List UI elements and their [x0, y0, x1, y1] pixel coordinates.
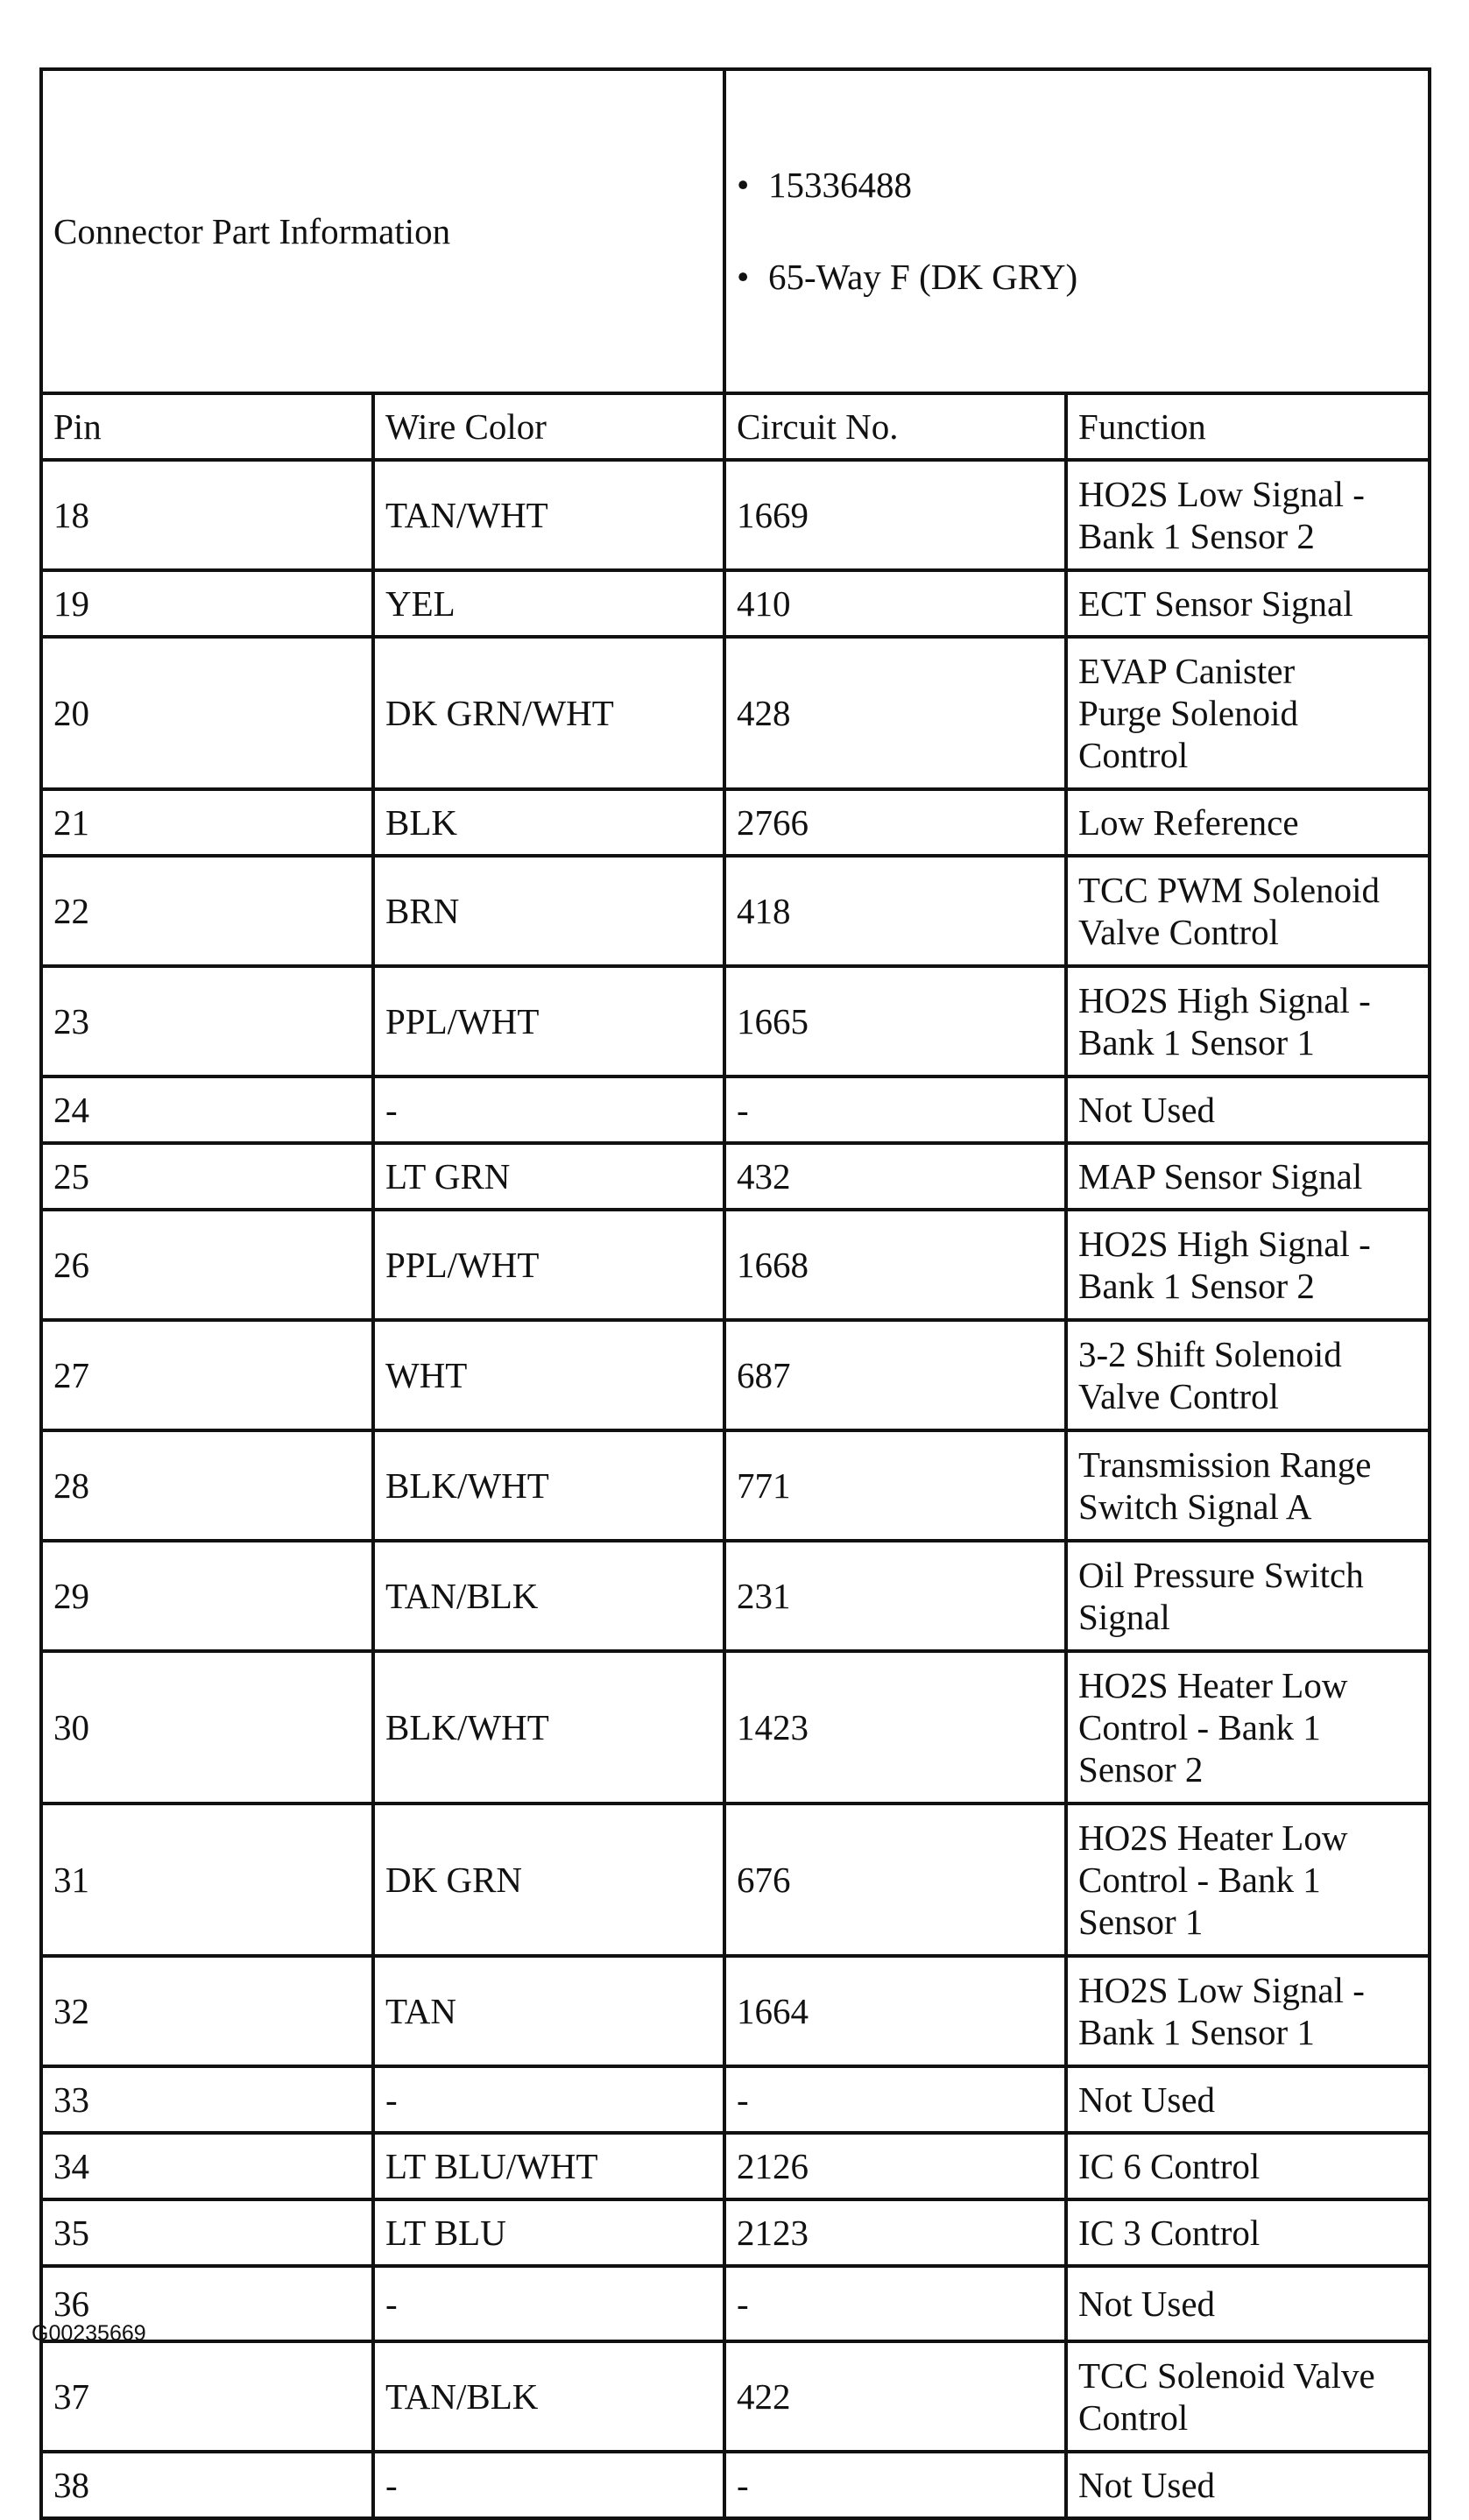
- table-row: [41, 1143, 1430, 1210]
- table-row: [41, 1076, 1430, 1143]
- table-row: [41, 460, 1430, 570]
- wire-color-cell: BLK/WHT: [373, 1430, 724, 1541]
- pin-cell: 22: [41, 856, 373, 966]
- connector-info-label: Connector Part Information: [41, 69, 724, 393]
- pin-cell: 27: [41, 1320, 373, 1430]
- circuit-cell: 1669: [724, 460, 1066, 570]
- wire-color-cell: LT GRN: [373, 1143, 724, 1210]
- circuit-cell: 231: [724, 1541, 1066, 1651]
- function-cell: HO2S Heater Low Control - Bank 1 Sensor 2: [1066, 1651, 1430, 1804]
- pin-cell: 25: [41, 1143, 373, 1210]
- column-header-row: [41, 393, 1430, 460]
- circuit-cell: -: [724, 1076, 1066, 1143]
- column-header-function: Function: [1066, 393, 1430, 460]
- table-row: [41, 966, 1430, 1076]
- function-cell: HO2S High Signal - Bank 1 Sensor 2: [1066, 1210, 1430, 1320]
- table-row: [41, 789, 1430, 856]
- connector-info-list: [737, 118, 1417, 344]
- function-cell: HO2S Heater Low Control - Bank 1 Sensor 1: [1066, 1804, 1430, 1956]
- pin-cell: 29: [41, 1541, 373, 1651]
- wire-color-cell: TAN/BLK: [373, 2341, 724, 2452]
- pin-cell: 35: [41, 2199, 373, 2266]
- table-row: [41, 2341, 1430, 2452]
- function-cell: HO2S High Signal - Bank 1 Sensor 1: [1066, 966, 1430, 1076]
- table-row: [41, 1210, 1430, 1320]
- table-row: [41, 570, 1430, 637]
- wire-color-cell: BLK/WHT: [373, 1651, 724, 1804]
- circuit-cell: 2766: [724, 789, 1066, 856]
- function-cell: Not Used: [1066, 2066, 1430, 2133]
- connector-type: • 65-Way F (DK GRY): [737, 252, 1417, 302]
- circuit-cell: 428: [724, 637, 1066, 789]
- function-cell: Not Used: [1066, 2452, 1430, 2518]
- function-cell: HO2S Low Signal - Bank 1 Sensor 1: [1066, 1956, 1430, 2066]
- pin-cell: 31: [41, 1804, 373, 1956]
- circuit-cell: 432: [724, 1143, 1066, 1210]
- pin-cell: 23: [41, 966, 373, 1076]
- wire-color-cell: LT BLU: [373, 2199, 724, 2266]
- table-row: [41, 856, 1430, 966]
- function-cell: Transmission Range Switch Signal A: [1066, 1430, 1430, 1541]
- table-row: [41, 1541, 1430, 1651]
- wire-color-cell: -: [373, 2452, 724, 2518]
- function-cell: 3-2 Shift Solenoid Valve Control: [1066, 1320, 1430, 1430]
- circuit-cell: 1668: [724, 1210, 1066, 1320]
- table-row: [41, 2133, 1430, 2199]
- function-cell: Oil Pressure Switch Signal: [1066, 1541, 1430, 1651]
- function-cell: IC 6 Control: [1066, 2133, 1430, 2199]
- wire-color-cell: TAN/WHT: [373, 460, 724, 570]
- wire-color-cell: TAN/BLK: [373, 1541, 724, 1651]
- pin-cell: 36: [41, 2266, 373, 2341]
- circuit-cell: 410: [724, 570, 1066, 637]
- connector-info-row: [41, 69, 1430, 393]
- pin-cell: 18: [41, 460, 373, 570]
- circuit-cell: 1423: [724, 1651, 1066, 1804]
- pin-cell: 33: [41, 2066, 373, 2133]
- table-row: [41, 1651, 1430, 1804]
- function-cell: HO2S Low Signal - Bank 1 Sensor 2: [1066, 460, 1430, 570]
- function-cell: Low Reference: [1066, 789, 1430, 856]
- pin-cell: 34: [41, 2133, 373, 2199]
- pin-cell: 24: [41, 1076, 373, 1143]
- wire-color-cell: PPL/WHT: [373, 966, 724, 1076]
- wire-color-cell: BRN: [373, 856, 724, 966]
- pin-cell: 21: [41, 789, 373, 856]
- pin-cell: 38: [41, 2452, 373, 2518]
- table-row: [41, 1320, 1430, 1430]
- table-row: [41, 637, 1430, 789]
- circuit-cell: 771: [724, 1430, 1066, 1541]
- circuit-cell: 418: [724, 856, 1066, 966]
- wire-color-cell: -: [373, 2066, 724, 2133]
- connector-table-body: [41, 69, 1430, 2518]
- circuit-cell: -: [724, 2266, 1066, 2341]
- circuit-cell: 422: [724, 2341, 1066, 2452]
- function-cell: TCC Solenoid Valve Control: [1066, 2341, 1430, 2452]
- connector-table: [39, 67, 1431, 2520]
- column-header-pin: Pin: [41, 393, 373, 460]
- circuit-cell: 1664: [724, 1956, 1066, 2066]
- table-row: [41, 1430, 1430, 1541]
- table-row: [41, 1804, 1430, 1956]
- circuit-cell: -: [724, 2452, 1066, 2518]
- function-cell: Not Used: [1066, 2266, 1430, 2341]
- figure-id: G00235669: [32, 2321, 146, 2346]
- wire-color-cell: DK GRN/WHT: [373, 637, 724, 789]
- wire-color-cell: DK GRN: [373, 1804, 724, 1956]
- pin-cell: 28: [41, 1430, 373, 1541]
- pin-cell: 26: [41, 1210, 373, 1320]
- pin-cell: 20: [41, 637, 373, 789]
- column-header-circuit-no: Circuit No.: [724, 393, 1066, 460]
- wire-color-cell: -: [373, 2266, 724, 2341]
- column-header-wire-color: Wire Color: [373, 393, 724, 460]
- connector-part-number: • 15336488: [737, 160, 1417, 210]
- pin-cell: 19: [41, 570, 373, 637]
- function-cell: TCC PWM Solenoid Valve Control: [1066, 856, 1430, 966]
- function-cell: Not Used: [1066, 1076, 1430, 1143]
- function-cell: MAP Sensor Signal: [1066, 1143, 1430, 1210]
- wire-color-cell: YEL: [373, 570, 724, 637]
- wire-color-cell: TAN: [373, 1956, 724, 2066]
- table-row: [41, 2199, 1430, 2266]
- function-cell: EVAP Canister Purge Solenoid Control: [1066, 637, 1430, 789]
- pin-cell: 32: [41, 1956, 373, 2066]
- function-cell: IC 3 Control: [1066, 2199, 1430, 2266]
- wire-color-cell: BLK: [373, 789, 724, 856]
- table-row: [41, 2266, 1430, 2341]
- circuit-cell: 687: [724, 1320, 1066, 1430]
- circuit-cell: -: [724, 2066, 1066, 2133]
- circuit-cell: 676: [724, 1804, 1066, 1956]
- connector-info-values: [724, 69, 1430, 393]
- pin-cell: 30: [41, 1651, 373, 1804]
- circuit-cell: 1665: [724, 966, 1066, 1076]
- circuit-cell: 2126: [724, 2133, 1066, 2199]
- wire-color-cell: -: [373, 1076, 724, 1143]
- table-row: [41, 2066, 1430, 2133]
- pin-cell: 37: [41, 2341, 373, 2452]
- circuit-cell: 2123: [724, 2199, 1066, 2266]
- wire-color-cell: LT BLU/WHT: [373, 2133, 724, 2199]
- table-row: [41, 2452, 1430, 2518]
- wire-color-cell: WHT: [373, 1320, 724, 1430]
- function-cell: ECT Sensor Signal: [1066, 570, 1430, 637]
- table-row: [41, 1956, 1430, 2066]
- wire-color-cell: PPL/WHT: [373, 1210, 724, 1320]
